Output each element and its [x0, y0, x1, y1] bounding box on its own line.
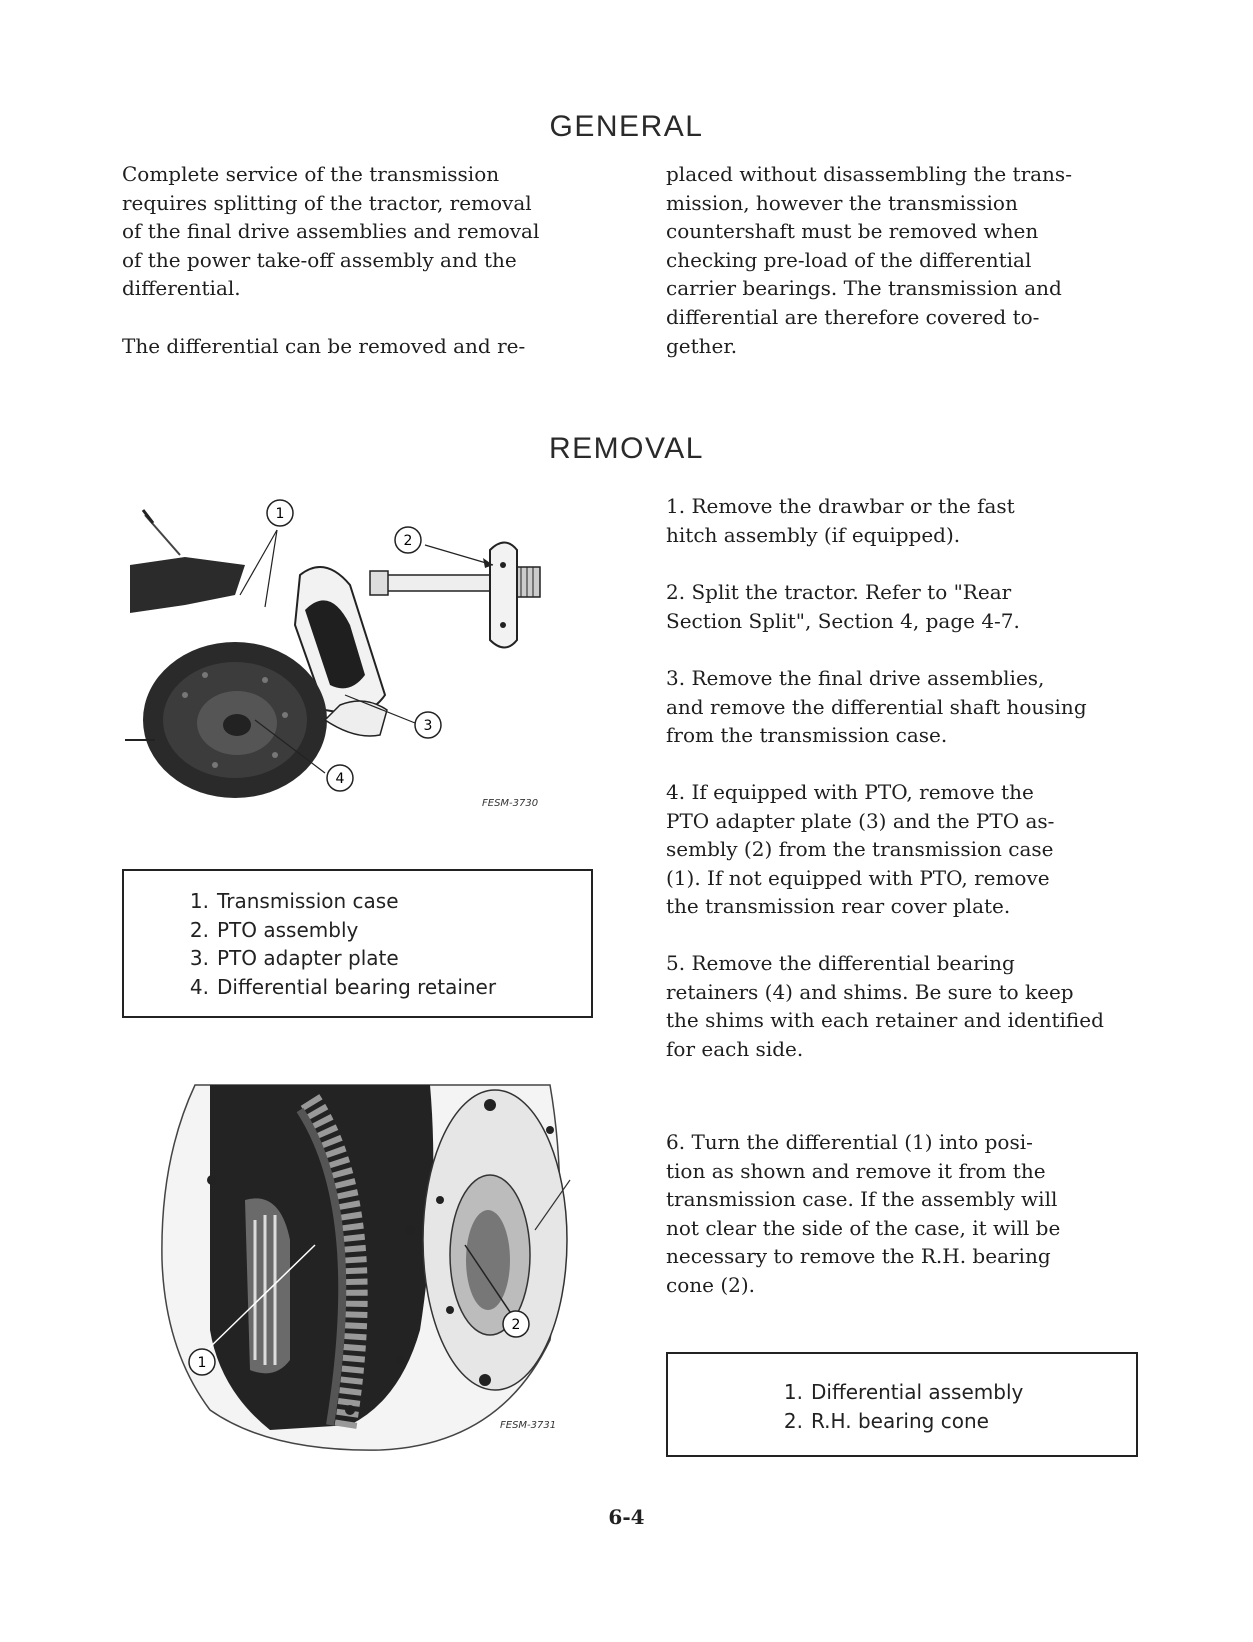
differential-assembly-photo	[150, 1080, 580, 1460]
figure-2-callout-1	[189, 1349, 215, 1375]
removal-step-1: 1. Remove the drawbar or the fast hitch assembly (if equipped).	[666, 494, 1015, 547]
removal-step-3: 3. Remove the final drive assemblies, and remove the differential shaft housing from the transmission case.	[666, 666, 1087, 748]
legend-2-item: 1. Differential assembly	[783, 1380, 1024, 1404]
general-left-text: Complete service of the transmission requires splitting of the tractor, removal of the final drive assemblies and removal of the power take-off assembly and the differential. The differential can be removed and re-	[122, 162, 540, 358]
page-number: 6-4	[608, 1505, 645, 1529]
figure-1-illustration	[125, 495, 585, 840]
removal-step-6: 6. Turn the differential (1) into posi- tion as shown and remove it from the transmission case. If the assembly will not clear the side of the case, it will be necessary to remove the R.H. bearing cone (2).	[666, 1130, 1061, 1297]
svg-text:3: 3	[423, 718, 433, 734]
legend-1-item: 3. PTO adapter plate	[189, 946, 399, 970]
svg-text:4: 4	[335, 771, 345, 787]
removal-step-2: 2. Split the tractor. Refer to "Rear Section Split", Section 4, page 4-7.	[666, 580, 1020, 633]
figure-2-callout-2	[503, 1311, 529, 1337]
pto-assembly-drawing	[125, 495, 585, 840]
figure-2-photo	[150, 1080, 580, 1460]
legend-2-item: 2. R.H. bearing cone	[783, 1408, 989, 1433]
figure-1-callout-4	[327, 765, 353, 791]
general-right-text: placed without disassembling the trans- mission, however the transmission countershaft must be removed when checking pre-load of the differential carrier bearings. The transmission and differential are therefore covered to- gether.	[666, 162, 1072, 358]
figure-1-callout-2	[395, 527, 421, 553]
removal-heading: REMOVAL	[549, 432, 704, 465]
removal-step-4: 4. If equipped with PTO, remove the PTO adapter plate (3) and the PTO as- sembly (2) from the transmission case (1). If not equipped with PTO, remove the transmission rear cover plate.	[666, 780, 1055, 919]
figure-2-code: FESM-3731	[500, 1420, 557, 1431]
legend-1-item: 2. PTO assembly	[189, 917, 359, 942]
legend-1-item: 4. Differential bearing retainer	[189, 974, 497, 999]
svg-text:1: 1	[197, 1355, 207, 1371]
svg-text:1: 1	[275, 506, 285, 522]
legend-1-item: 1. Transmission case	[189, 889, 399, 913]
figure-1-callout-3	[415, 712, 441, 738]
figure-1-callout-1	[267, 500, 293, 526]
general-heading: GENERAL	[549, 110, 704, 143]
svg-text:2: 2	[403, 533, 413, 549]
figure-1-legend	[122, 869, 593, 1018]
figure-1-code: FESM-3730	[482, 798, 539, 809]
figure-2-legend	[666, 1352, 1138, 1457]
removal-step-5: 5. Remove the differential bearing retainers (4) and shims. Be sure to keep the shims with each retainer and identified for each side.	[666, 951, 1104, 1061]
svg-text:2: 2	[511, 1317, 521, 1333]
